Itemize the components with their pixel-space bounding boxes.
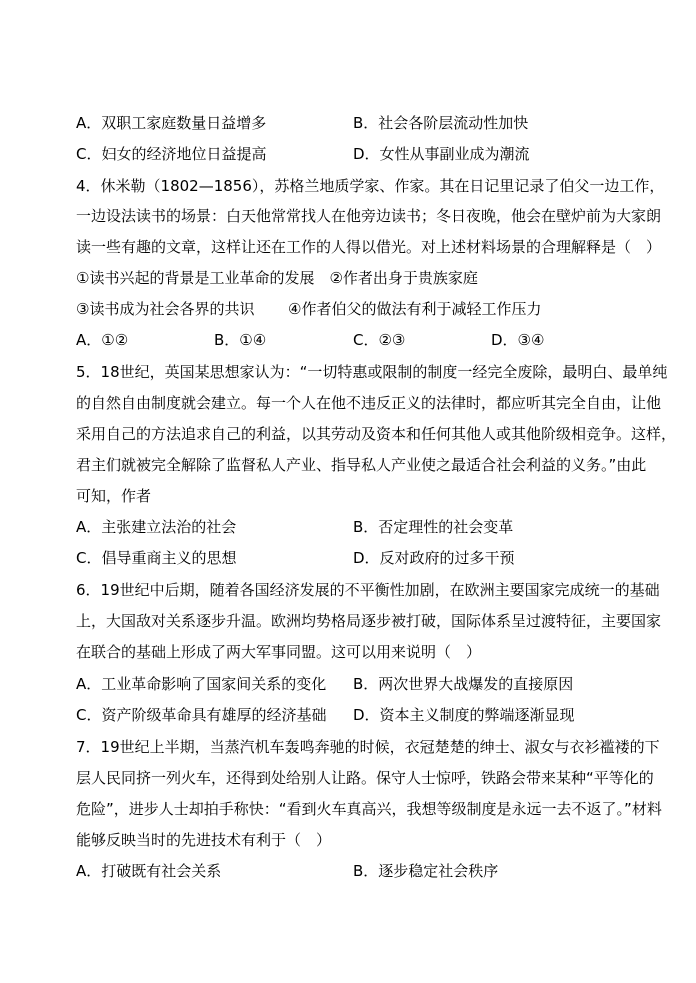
q5-option-c: C．倡导重商主义的思想 bbox=[76, 549, 237, 567]
q7-stem-line-3: 危险”，进步人士却拍手称快：“看到火车真高兴，我想等级制度是永远一去不返了。”材料 bbox=[76, 800, 662, 818]
q5-stem-line-5: 可知，作者 bbox=[76, 487, 152, 505]
q7-option-b: B．逐步稳定社会秩序 bbox=[353, 862, 499, 880]
q6-stem-line-1: 6．19世纪中后期，随着各国经济发展的不平衡性加剧，在欧洲主要国家完成统一的基础 bbox=[76, 581, 660, 599]
q4-stem-line-2: 一边设法读书的场景：白天他常常找人在他旁边读书；冬日夜晚，他会在壁炉前为大家朗 bbox=[76, 207, 662, 225]
q4-stem-line-1: 4．休米勒（1802—1856），苏格兰地质学家、作家。其在日记里记录了伯父一边工作， bbox=[76, 177, 665, 195]
q6-stem-line-2: 上，大国敌对关系逐步升温。欧洲均势格局逐步被打破，国际体系呈过渡特征，主要国家 bbox=[76, 612, 662, 630]
q6-option-b: B．两次世界大战爆发的直接原因 bbox=[353, 675, 574, 693]
q4-option-c: C．②③ bbox=[353, 331, 406, 349]
q3-option-c: C．妇女的经济地位日益提高 bbox=[76, 145, 267, 163]
q5-stem-line-4: 君主们就被完全解除了监督私人产业、指导私人产业使之最适合社会利益的义务。”由此 bbox=[76, 456, 647, 474]
q7-stem-line-2: 层人民同挤一列火车，还得到处给别人让路。保守人士惊呼，铁路会带来某种“平等化的 bbox=[76, 769, 654, 787]
q4-item-4: ④作者伯父的做法有利于减轻工作压力 bbox=[288, 300, 542, 318]
q4-item-3: ③读书成为社会各界的共识 bbox=[76, 300, 255, 318]
q5-option-a: A．主张建立法治的社会 bbox=[76, 518, 237, 536]
q6-option-a: A．工业革命影响了国家间关系的变化 bbox=[76, 675, 327, 693]
q3-option-d: D．女性从事副业成为潮流 bbox=[353, 145, 530, 163]
q4-option-d: D．③④ bbox=[491, 331, 545, 349]
q5-stem-line-1: 5．18世纪，英国某思想家认为：“一切特惠或限制的制度一经完全废除，最明白、最单纯 bbox=[76, 363, 668, 381]
q7-stem-line-1: 7．19世纪上半期，当蒸汽机车轰鸣奔驰的时候，衣冠楚楚的绅士、淑女与衣衫褴褛的下 bbox=[76, 738, 660, 756]
q5-stem-line-3: 采用自己的方法追求自己的利益，以其劳动及资本和任何其他人或其他阶级相竞争。这样， bbox=[76, 425, 677, 443]
q3-option-b: B．社会各阶层流动性加快 bbox=[353, 114, 529, 132]
q6-option-d: D．资本主义制度的弊端逐渐显现 bbox=[353, 706, 575, 724]
q7-option-a: A．打破既有社会关系 bbox=[76, 862, 222, 880]
q6-stem-line-3: 在联合的基础上形成了两大军事同盟。这可以用来说明（ ） bbox=[76, 643, 482, 661]
q4-item-1-2: ①读书兴起的背景是工业革命的发展 ②作者出身于贵族家庭 bbox=[76, 269, 478, 287]
q3-option-a: A．双职工家庭数量日益增多 bbox=[76, 114, 267, 132]
q5-stem-line-2: 的自然自由制度就会建立。每一个人在他不违反正义的法律时，都应听其完全自由，让他 bbox=[76, 394, 662, 412]
q4-option-b: B．①④ bbox=[214, 331, 267, 349]
q5-option-d: D．反对政府的过多干预 bbox=[353, 549, 515, 567]
q7-stem-line-4: 能够反映当时的先进技术有利于（ ） bbox=[76, 831, 332, 849]
q4-stem-line-3: 读一些有趣的文章，这样让还在工作的人得以借光。对上述材料场景的合理解释是（ ） bbox=[76, 238, 662, 256]
q4-option-a: A．①② bbox=[76, 331, 129, 349]
q5-option-b: B．否定理性的社会变革 bbox=[353, 518, 514, 536]
q6-option-c: C．资产阶级革命具有雄厚的经济基础 bbox=[76, 706, 327, 724]
